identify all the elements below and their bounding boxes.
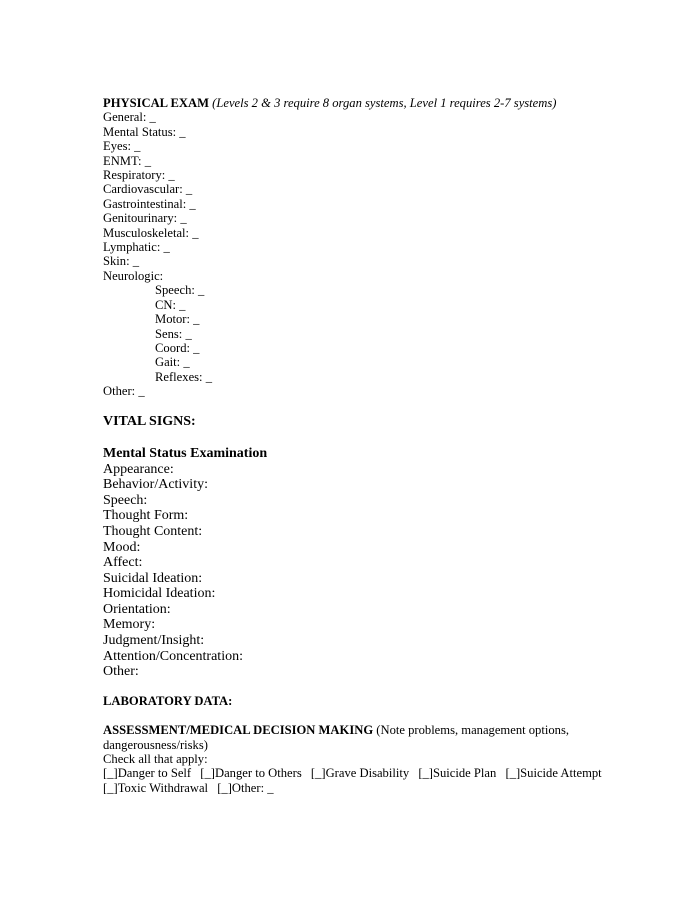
pe-value[interactable]: _ [134,139,141,154]
pe-value[interactable]: _ [180,211,187,226]
checkbox-grave-disability[interactable] [311,766,409,780]
neuro-item-cn [103,298,623,312]
mse-item-memory: Memory: [103,617,156,633]
checkbox-mark[interactable]: [_] [103,780,118,795]
pe-value[interactable]: _ [132,254,140,269]
mse-item-homicidal-ideation: Homicidal Ideation: [103,586,216,602]
physical-exam-note: (Levels 2 & 3 require 8 organ systems, Level 1 requires 2-7 systems) [212,96,557,110]
checkbox-mark[interactable]: [_] [103,766,118,781]
assessment-header [103,723,623,752]
mse-item-affect: Affect: [103,555,143,571]
mse-item-judgment-insight: Judgment/Insight: [103,633,205,649]
assessment-instruction: Check all that apply: [103,752,208,767]
checkbox-danger-to-others[interactable] [200,766,301,780]
physical-exam-heading: PHYSICAL EXAM [103,96,210,110]
neuro-label: Gait: [155,355,181,370]
mse-item-suicidal-ideation: Suicidal Ideation: [103,570,203,586]
pe-item-genitourinary [103,211,623,225]
pe-label: Respiratory: [103,168,166,183]
pe-item-cardiovascular [103,182,623,196]
checkbox-mark[interactable]: [_] [418,766,433,781]
assessment-section [103,723,623,795]
checkbox-suicide-plan[interactable] [418,766,496,780]
neuro-value[interactable]: _ [193,340,200,355]
pe-value[interactable]: _ [138,384,145,399]
checkbox-mark[interactable]: [_] [505,766,521,781]
mse-item-mood: Mood: [103,539,141,555]
mse-item-appearance: Appearance: [103,461,174,477]
pe-label: Musculoskeletal: [103,225,190,240]
neuro-label: Reflexes: [155,369,203,384]
pe-value[interactable]: _ [144,153,152,168]
checkbox-mark[interactable]: [_] [200,766,215,781]
pe-value[interactable]: _ [179,124,186,139]
checkbox-label: Other: [231,780,265,795]
neuro-item-motor [103,312,623,326]
checkbox-label: Danger to Self [117,766,192,781]
pe-item-musculoskeletal [103,226,623,240]
mse-item-thought-form: Thought Form: [103,508,189,524]
pe-label: Lymphatic: [103,240,161,255]
neuro-label: Coord: [155,340,190,355]
neuro-item-sens [103,327,623,341]
mse-item-thought-content: Thought Content: [103,523,203,539]
pe-item-lymphatic [103,240,623,254]
assessment-checkbox-row-1 [103,766,623,780]
vital-signs-heading: VITAL SIGNS: [103,413,196,429]
mse-items [103,462,623,680]
pe-label: Eyes: [103,139,131,154]
pe-item-mental-status [103,125,623,139]
mse-heading: Mental Status Examination [103,445,268,461]
neuro-label: CN: [155,297,176,312]
document-page [103,96,623,795]
physical-exam-header [103,96,623,110]
neuro-item-reflexes [103,370,623,384]
neuro-item-gait [103,355,623,369]
pe-value[interactable]: _ [149,110,156,125]
checkbox-label: Toxic Withdrawal [117,780,209,795]
pe-item-gastrointestinal [103,197,623,211]
checkbox-label: Grave Disability [325,766,410,781]
pe-item-eyes [103,139,623,153]
checkbox-label: Suicide Attempt [520,766,602,781]
neuro-value[interactable]: _ [183,355,190,370]
pe-item-skin [103,254,623,268]
assessment-checkbox-row-2 [103,781,623,795]
neuro-value[interactable]: _ [205,369,213,384]
mse-item-orientation: Orientation: [103,601,171,617]
checkbox-toxic-withdrawal[interactable] [103,781,208,795]
mse-item-other: Other: [103,664,139,680]
neuro-value[interactable]: _ [179,297,186,312]
pe-value[interactable]: _ [189,196,196,211]
checkbox-danger-to-self[interactable] [103,766,191,780]
physical-exam-section [103,96,623,399]
neuro-label: Motor: [155,312,190,327]
pe-label: Mental Status: [103,124,177,139]
checkbox-label: Suicide Plan [433,766,497,781]
pe-label: Gastrointestinal: [103,196,187,211]
checkbox-other[interactable] [217,781,273,795]
pe-item-general [103,110,623,124]
laboratory-data-heading: LABORATORY DATA: [103,693,233,708]
neuro-label: Sens: [155,326,183,341]
checkbox-suicide-attempt[interactable] [505,766,601,780]
checkbox-label: Danger to Others [214,766,302,781]
pe-value[interactable]: _ [168,168,175,183]
pe-value[interactable]: _ [185,182,193,197]
pe-label: Other: [103,384,136,399]
pe-item-enmt [103,154,623,168]
pe-label: General: [103,110,147,125]
pe-label: ENMT: [103,153,142,168]
checkbox-mark[interactable]: [_] [217,780,232,795]
pe-label: Cardiovascular: [103,182,183,197]
mental-status-exam-section [103,446,623,680]
pe-item-other [103,384,623,398]
checkbox-mark[interactable]: [_] [310,766,326,781]
pe-label: Genitourinary: [103,211,178,226]
pe-neurologic-label: Neurologic: [103,268,164,283]
neuro-value[interactable]: _ [185,326,192,341]
pe-label: Skin: [103,254,130,269]
assessment-note: (Note problems, management options, dangerousness/risks) [103,723,569,752]
neuro-value[interactable]: _ [193,312,200,327]
neuro-item-speech [103,283,623,297]
pe-value[interactable]: _ [192,225,199,240]
pe-item-respiratory [103,168,623,182]
neuro-label: Speech: [155,283,195,298]
mse-item-behavior: Behavior/Activity: [103,477,208,493]
pe-neurologic-items [103,283,623,384]
mse-item-attention: Attention/Concentration: [103,648,243,664]
neuro-value[interactable]: _ [198,283,205,298]
assessment-heading: ASSESSMENT/MEDICAL DECISION MAKING [103,723,374,738]
physical-exam-items [103,110,623,398]
mse-item-speech: Speech: [103,492,148,508]
pe-value[interactable]: _ [163,240,170,255]
neuro-item-coord [103,341,623,355]
other-value[interactable]: _ [267,780,274,795]
